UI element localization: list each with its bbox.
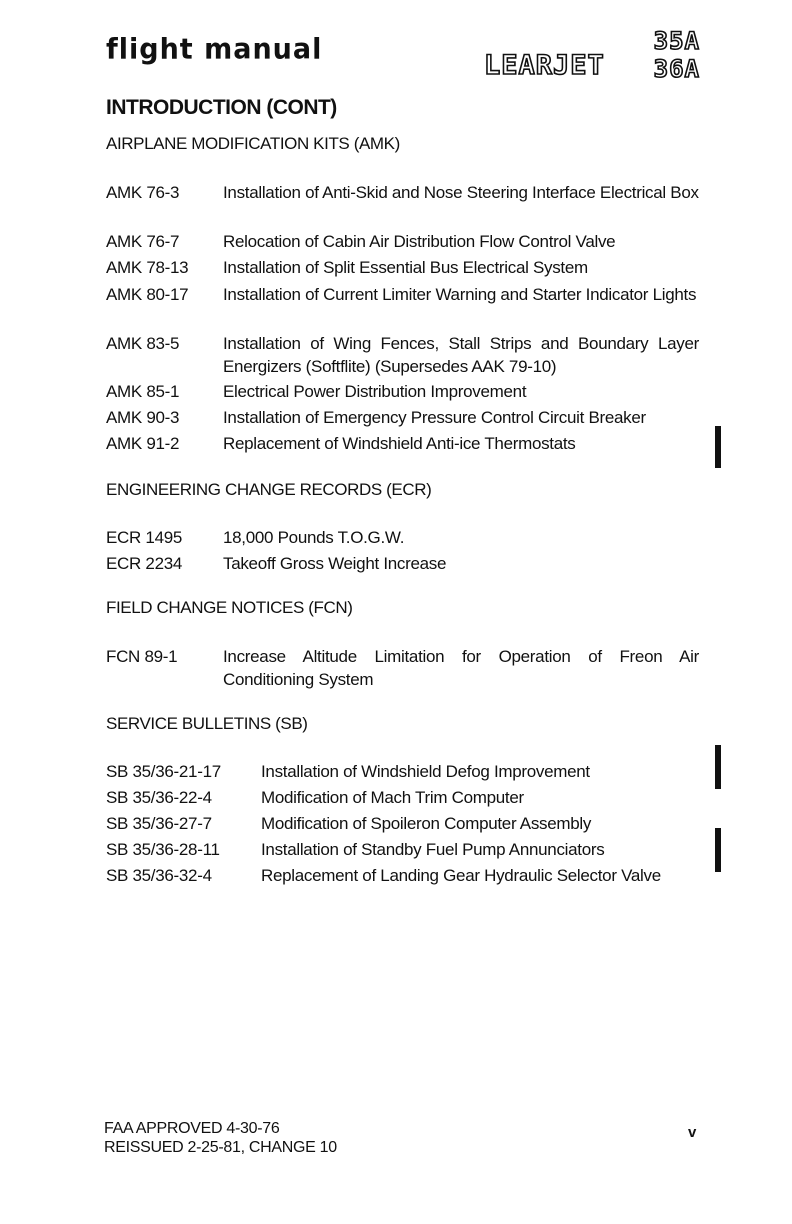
amk-section-title: AIRPLANE MODIFICATION KITS (AMK) xyxy=(106,134,400,153)
amk-description: Installation of Wing Fences, Stall Strips and Boundary Layer Energizers (Softflite) (Supersedes AAK 79-10) xyxy=(223,334,699,376)
sb-code: SB 35/36-21-17 xyxy=(106,762,221,781)
amk-code: AMK 90-3 xyxy=(106,408,180,427)
ecr-code: ECR 1495 xyxy=(106,528,183,547)
sb-code: SB 35/36-22-4 xyxy=(106,788,212,807)
sb-code: SB 35/36-28-11 xyxy=(106,840,220,859)
page-number: v xyxy=(688,1124,697,1141)
ecr-description: Takeoff Gross Weight Increase xyxy=(223,554,447,573)
page-title: INTRODUCTION (CONT) xyxy=(106,96,337,119)
flight-manual-title: flight manual xyxy=(106,33,323,66)
change-bar xyxy=(715,828,721,872)
change-bar xyxy=(715,426,721,468)
amk-code: AMK 91-2 xyxy=(106,434,180,453)
sb-code: SB 35/36-27-7 xyxy=(106,814,212,833)
amk-code: AMK 78-13 xyxy=(106,258,189,277)
faa-approved-note: FAA APPROVED 4-30-76 xyxy=(104,1120,280,1137)
reissued-note: REISSUED 2-25-81, CHANGE 10 xyxy=(104,1139,337,1156)
sb-description: Modification of Mach Trim Computer xyxy=(261,788,524,807)
amk-code: AMK 85-1 xyxy=(106,382,180,401)
amk-description: Relocation of Cabin Air Distribution Flow Control Valve xyxy=(223,232,616,251)
amk-code: AMK 76-7 xyxy=(106,232,180,251)
model-36a: 36A xyxy=(653,55,700,83)
fcn-description: Increase Altitude Limitation for Operation of Freon Air Conditioning System xyxy=(223,647,699,689)
ecr-code: ECR 2234 xyxy=(106,554,183,573)
change-bar xyxy=(715,745,721,789)
amk-description: Installation of Anti-Skid and Nose Steering Interface Electrical Box xyxy=(223,183,699,202)
amk-code: AMK 76-3 xyxy=(106,183,180,202)
model-35a: 35A xyxy=(653,27,700,55)
ecr-section-title: ENGINEERING CHANGE RECORDS (ECR) xyxy=(106,480,432,499)
sb-description: Installation of Windshield Defog Improvement xyxy=(261,762,590,781)
amk-description: Installation of Emergency Pressure Control Circuit Breaker xyxy=(223,408,646,427)
amk-description: Electrical Power Distribution Improvement xyxy=(223,382,527,401)
amk-description: Replacement of Windshield Anti-ice Thermostats xyxy=(223,434,576,453)
sb-description: Installation of Standby Fuel Pump Annunciators xyxy=(261,840,605,859)
fcn-section-title: FIELD CHANGE NOTICES (FCN) xyxy=(106,598,353,617)
sb-section-title: SERVICE BULLETINS (SB) xyxy=(106,714,308,733)
amk-description: Installation of Current Limiter Warning and Starter Indicator Lights xyxy=(223,285,697,304)
learjet-logo xyxy=(484,28,700,86)
amk-code: AMK 80-17 xyxy=(106,285,189,304)
fcn-code: FCN 89-1 xyxy=(106,647,178,666)
sb-description: Modification of Spoileron Computer Assembly xyxy=(261,814,592,833)
amk-code: AMK 83-5 xyxy=(106,334,180,353)
sb-description: Replacement of Landing Gear Hydraulic Selector Valve xyxy=(261,866,661,885)
ecr-description: 18,000 Pounds T.O.G.W. xyxy=(223,528,405,547)
amk-description: Installation of Split Essential Bus Electrical System xyxy=(223,258,588,277)
sb-code: SB 35/36-32-4 xyxy=(106,866,212,885)
learjet-brand: LEARJET xyxy=(484,50,605,81)
